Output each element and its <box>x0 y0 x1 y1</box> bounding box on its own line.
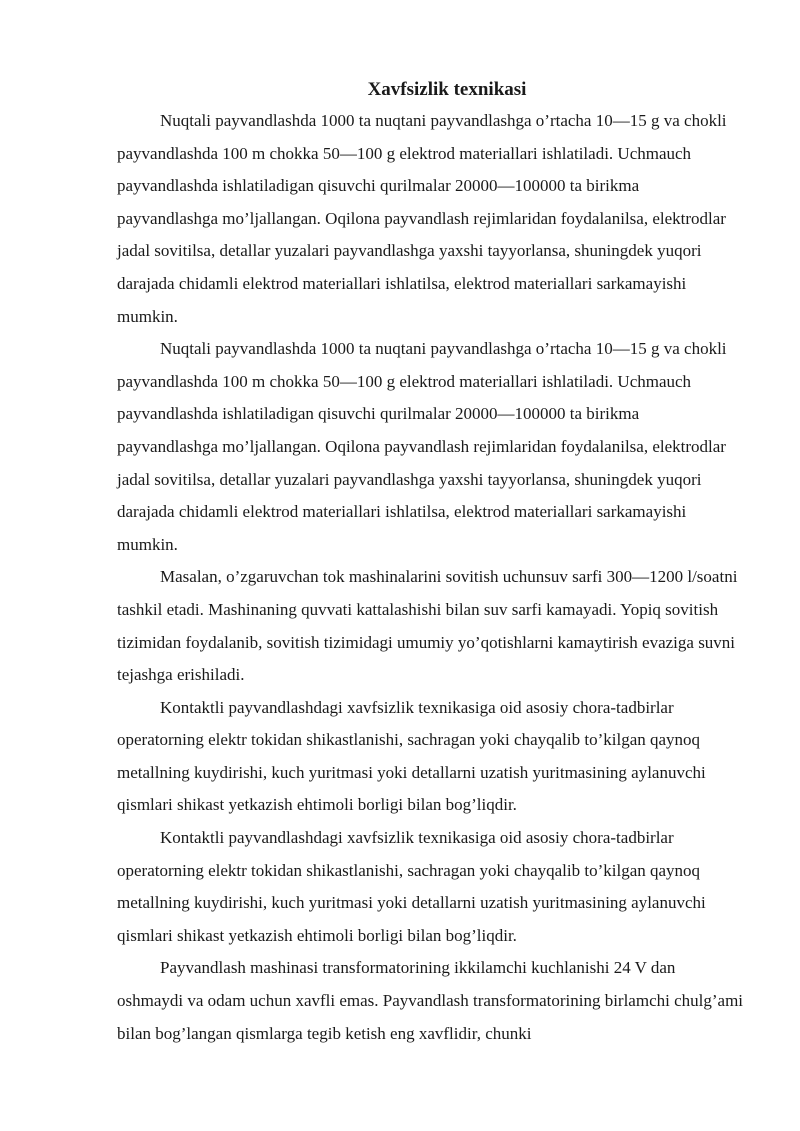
paragraph-4: Kontaktli payvandlashdagi xavfsizlik texnikasiga oid asosiy chora-tadbirlar operatorning elektr tokidan shikastlanishi, sachragan yoki chayqalib to’kilgan qaynoq metallning kuydirishi, kuch yuritmasi yoki detallarni uzatish yuritmasining aylanuvchi qismlari shikast yetkazish ehtimoli borligi bilan bog’liqdir. <box>117 697 706 815</box>
paragraph-6: Payvandlash mashinasi transformatorining ikkilamchi kuchlanishi 24 V dan oshmaydi va odam uchun xavfli emas. Payvandlash transformatorining birlamchi chulg’ami bilan bog’langan qismlarga tegib ketish eng xavflidir, chunki <box>117 958 744 1043</box>
paragraph-1: Nuqtali payvandlashda 1000 ta nuqtani payvandlashga o’rtacha 10—15 g va chokli payvandlashda 100 m chokka 50—100 g elektrod materiallari ishlatiladi. Uchmauch payvandlashda ishlatiladigan qisuvchi qurilmalar 20000—100000 ta birikma payvandlashga mo’ljallangan. Oqilona payvandlash rejimlaridan foydalanilsa, elektrodlar jadal sovitilsa, detallar yuzalari payvandlashga yaxshi tayyorlansa, shuningdek yuqori darajada chidamli elektrod materiallari ishlatilsa, elektrod materiallari sarkamayishi mumkin. <box>117 111 727 326</box>
document-page <box>117 75 743 1050</box>
paragraph-2: Nuqtali payvandlashda 1000 ta nuqtani payvandlashga o’rtacha 10—15 g va chokli payvandlashda 100 m chokka 50—100 g elektrod materiallari ishlatiladi. Uchmauch payvandlashda ishlatiladigan qisuvchi qurilmalar 20000—100000 ta birikma payvandlashga mo’ljallangan. Oqilona payvandlash rejimlaridan foydalanilsa, elektrodlar jadal sovitilsa, detallar yuzalari payvandlashga yaxshi tayyorlansa, shuningdek yuqori darajada chidamli elektrod materiallari ishlatilsa, elektrod materiallari sarkamayishi mumkin. <box>117 339 727 554</box>
paragraph-3: Masalan, o’zgaruvchan tok mashinalarini sovitish uchunsuv sarfi 300—1200 l/soatni tashkil etadi. Mashinaning quvvati kattalashishi bilan suv sarfi kamayadi. Yopiq sovitish tizimidan foydalanib, sovitish tizimidagi umumiy yo’qotishlarni kamaytirish evaziga suvni tejashga erishiladi. <box>117 567 738 685</box>
paragraph-5: Kontaktli payvandlashdagi xavfsizlik texnikasiga oid asosiy chora-tadbirlar operatorning elektr tokidan shikastlanishi, sachragan yoki chayqalib to’kilgan qaynoq metallning kuydirishi, kuch yuritmasi yoki detallarni uzatish yuritmasining aylanuvchi qismlari shikast yetkazish ehtimoli borligi bilan bog’liqdir. <box>117 828 706 945</box>
document-title: Xavfsizlik texnikasi <box>367 79 527 100</box>
